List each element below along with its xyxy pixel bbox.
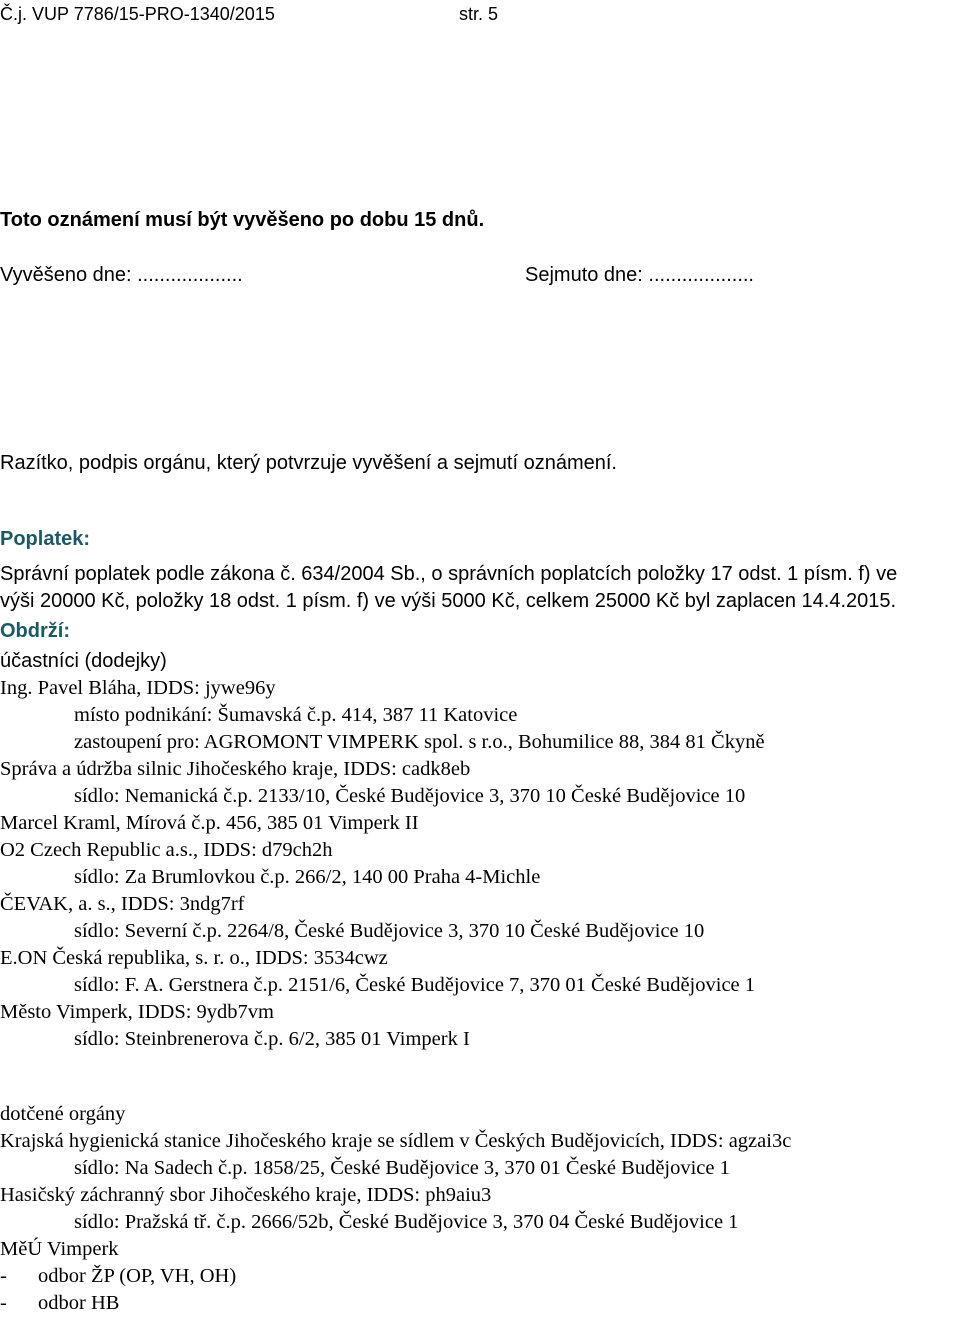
list-item: místo podnikání: Šumavská č.p. 414, 387 11 Katovice <box>74 704 518 726</box>
list-item: Město Vimperk, IDDS: 9ydb7vm <box>0 1001 274 1023</box>
list-item: zastoupení pro: AGROMONT VIMPERK spol. s r.o., Bohumilice 88, 384 81 Čkyně <box>74 731 765 753</box>
authorities-list <box>0 1101 791 1317</box>
list-item: Hasičský záchranný sbor Jihočeského kraje, IDDS: ph9aiu3 <box>0 1184 492 1206</box>
list-item: sídlo: Nemanická č.p. 2133/10, České Budějovice 3, 370 10 České Budějovice 10 <box>74 785 746 807</box>
fee-text-line-2: výši 20000 Kč, položky 18 odst. 1 písm. f) ve výši 5000 Kč, celkem 25000 Kč byl zaplacen 14.4.2015. <box>0 590 897 612</box>
list-item: sídlo: Na Sadech č.p. 1858/25, České Budějovice 3, 370 01 České Budějovice 1 <box>74 1157 730 1179</box>
list-item: sídlo: Pražská tř. č.p. 2666/52b, České Budějovice 3, 370 04 České Budějovice 1 <box>74 1211 739 1233</box>
list-item: E.ON Česká republika, s. r. o., IDDS: 3534cwz <box>0 947 388 969</box>
list-item: O2 Czech Republic a.s., IDDS: d79ch2h <box>0 839 333 861</box>
list-item: sídlo: Severní č.p. 2264/8, České Budějovice 3, 370 10 České Budějovice 10 <box>74 920 705 942</box>
list-item: Ing. Pavel Bláha, IDDS: jywe96y <box>0 677 276 699</box>
posted-date-field: Vyvěšeno dne: ................... <box>0 264 243 286</box>
fee-heading: Poplatek: <box>0 528 91 550</box>
page-number: str. 5 <box>459 4 499 24</box>
posting-period-text: Toto oznámení musí být vyvěšeno po dobu 15 dnů. <box>0 209 485 231</box>
list-item: sídlo: Za Brumlovkou č.p. 266/2, 140 00 Praha 4-Michle <box>74 866 541 888</box>
list-item: Marcel Kraml, Mírová č.p. 456, 385 01 Vimperk II <box>0 812 419 834</box>
removed-date-field: Sejmuto dne: ................... <box>525 264 754 286</box>
participants-list <box>0 675 765 1053</box>
authorities-label: dotčené orgány <box>0 1103 126 1125</box>
stamp-signature-text: Razítko, podpis orgánu, který potvrzuje vyvěšení a sejmutí oznámení. <box>0 452 617 474</box>
list-item: ČEVAK, a. s., IDDS: 3ndg7rf <box>0 893 245 915</box>
list-item: Krajská hygienická stanice Jihočeského kraje se sídlem v Českých Budějovicích, IDDS: agzai3c <box>0 1130 792 1152</box>
participants-label: účastníci (dodejky) <box>0 650 167 672</box>
list-item: sídlo: F. A. Gerstnera č.p. 2151/6, České Budějovice 7, 370 01 České Budějovice 1 <box>74 974 756 996</box>
list-item: sídlo: Steinbrenerova č.p. 6/2, 385 01 Vimperk I <box>74 1028 470 1050</box>
page-header <box>0 3 499 25</box>
department-item: - odbor HB <box>0 1292 120 1314</box>
department-item: - odbor ŽP (OP, VH, OH) <box>0 1265 237 1287</box>
recipients-heading: Obdrží: <box>0 620 70 642</box>
list-item: Správa a údržba silnic Jihočeského kraje, IDDS: cadk8eb <box>0 758 471 780</box>
list-item: MěÚ Vimperk <box>0 1238 119 1260</box>
reference-number: Č.j. VUP 7786/15-PRO-1340/2015 <box>0 4 275 24</box>
fee-text-line-1: Správní poplatek podle zákona č. 634/2004 Sb., o správních poplatcích položky 17 odst. 1 písm. f) ve <box>0 563 898 585</box>
